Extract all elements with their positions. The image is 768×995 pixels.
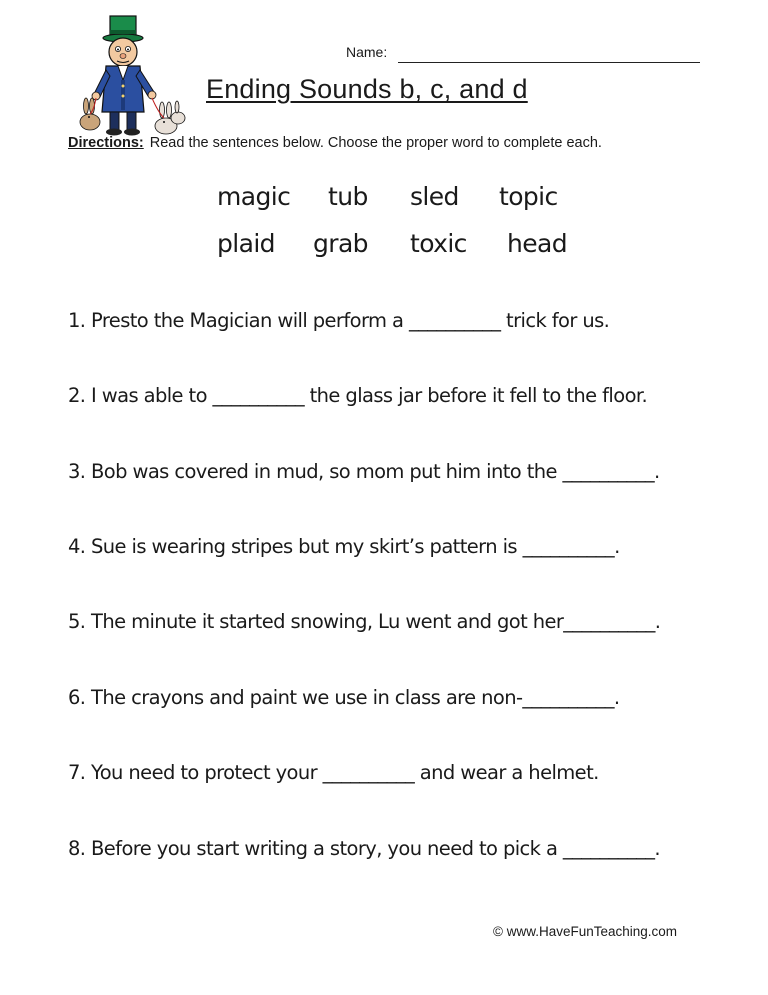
word-bank-item: grab (313, 229, 368, 258)
page-title: Ending Sounds b, c, and d (206, 74, 528, 104)
magician-with-rabbits-icon (74, 14, 186, 140)
copyright-footer: © www.HaveFunTeaching.com (493, 924, 678, 939)
sentence-2: 2. I was able to __________ the glass jar before it fell to the floor. (68, 384, 648, 407)
directions-label: Directions: (68, 135, 144, 151)
sentence-7: 7. You need to protect your __________ and wear a helmet. (68, 761, 599, 784)
directions (68, 135, 602, 151)
sentence-5: 5. The minute it started snowing, Lu went and got her__________. (68, 610, 661, 633)
sentence-4: 4. Sue is wearing stripes but my skirt’s pattern is __________. (68, 535, 620, 558)
sentence-1: 1. Presto the Magician will perform a __________ trick for us. (68, 309, 610, 332)
sentence-3: 3. Bob was covered in mud, so mom put him into the __________. (68, 460, 660, 483)
word-bank-item: topic (499, 182, 558, 211)
word-bank-item: toxic (410, 229, 467, 258)
word-bank-item: head (507, 229, 568, 258)
name-label: Name: (346, 44, 388, 60)
directions-text: Read the sentences below. Choose the proper word to complete each. (149, 135, 602, 151)
name-field[interactable] (398, 62, 700, 63)
word-bank-item: tub (328, 182, 368, 211)
sentence-8: 8. Before you start writing a story, you need to pick a __________. (68, 837, 661, 860)
word-bank-item: magic (217, 182, 291, 211)
word-bank-item: plaid (217, 229, 275, 258)
word-bank-item: sled (410, 182, 459, 211)
sentence-6: 6. The crayons and paint we use in class are non-__________. (68, 686, 620, 709)
